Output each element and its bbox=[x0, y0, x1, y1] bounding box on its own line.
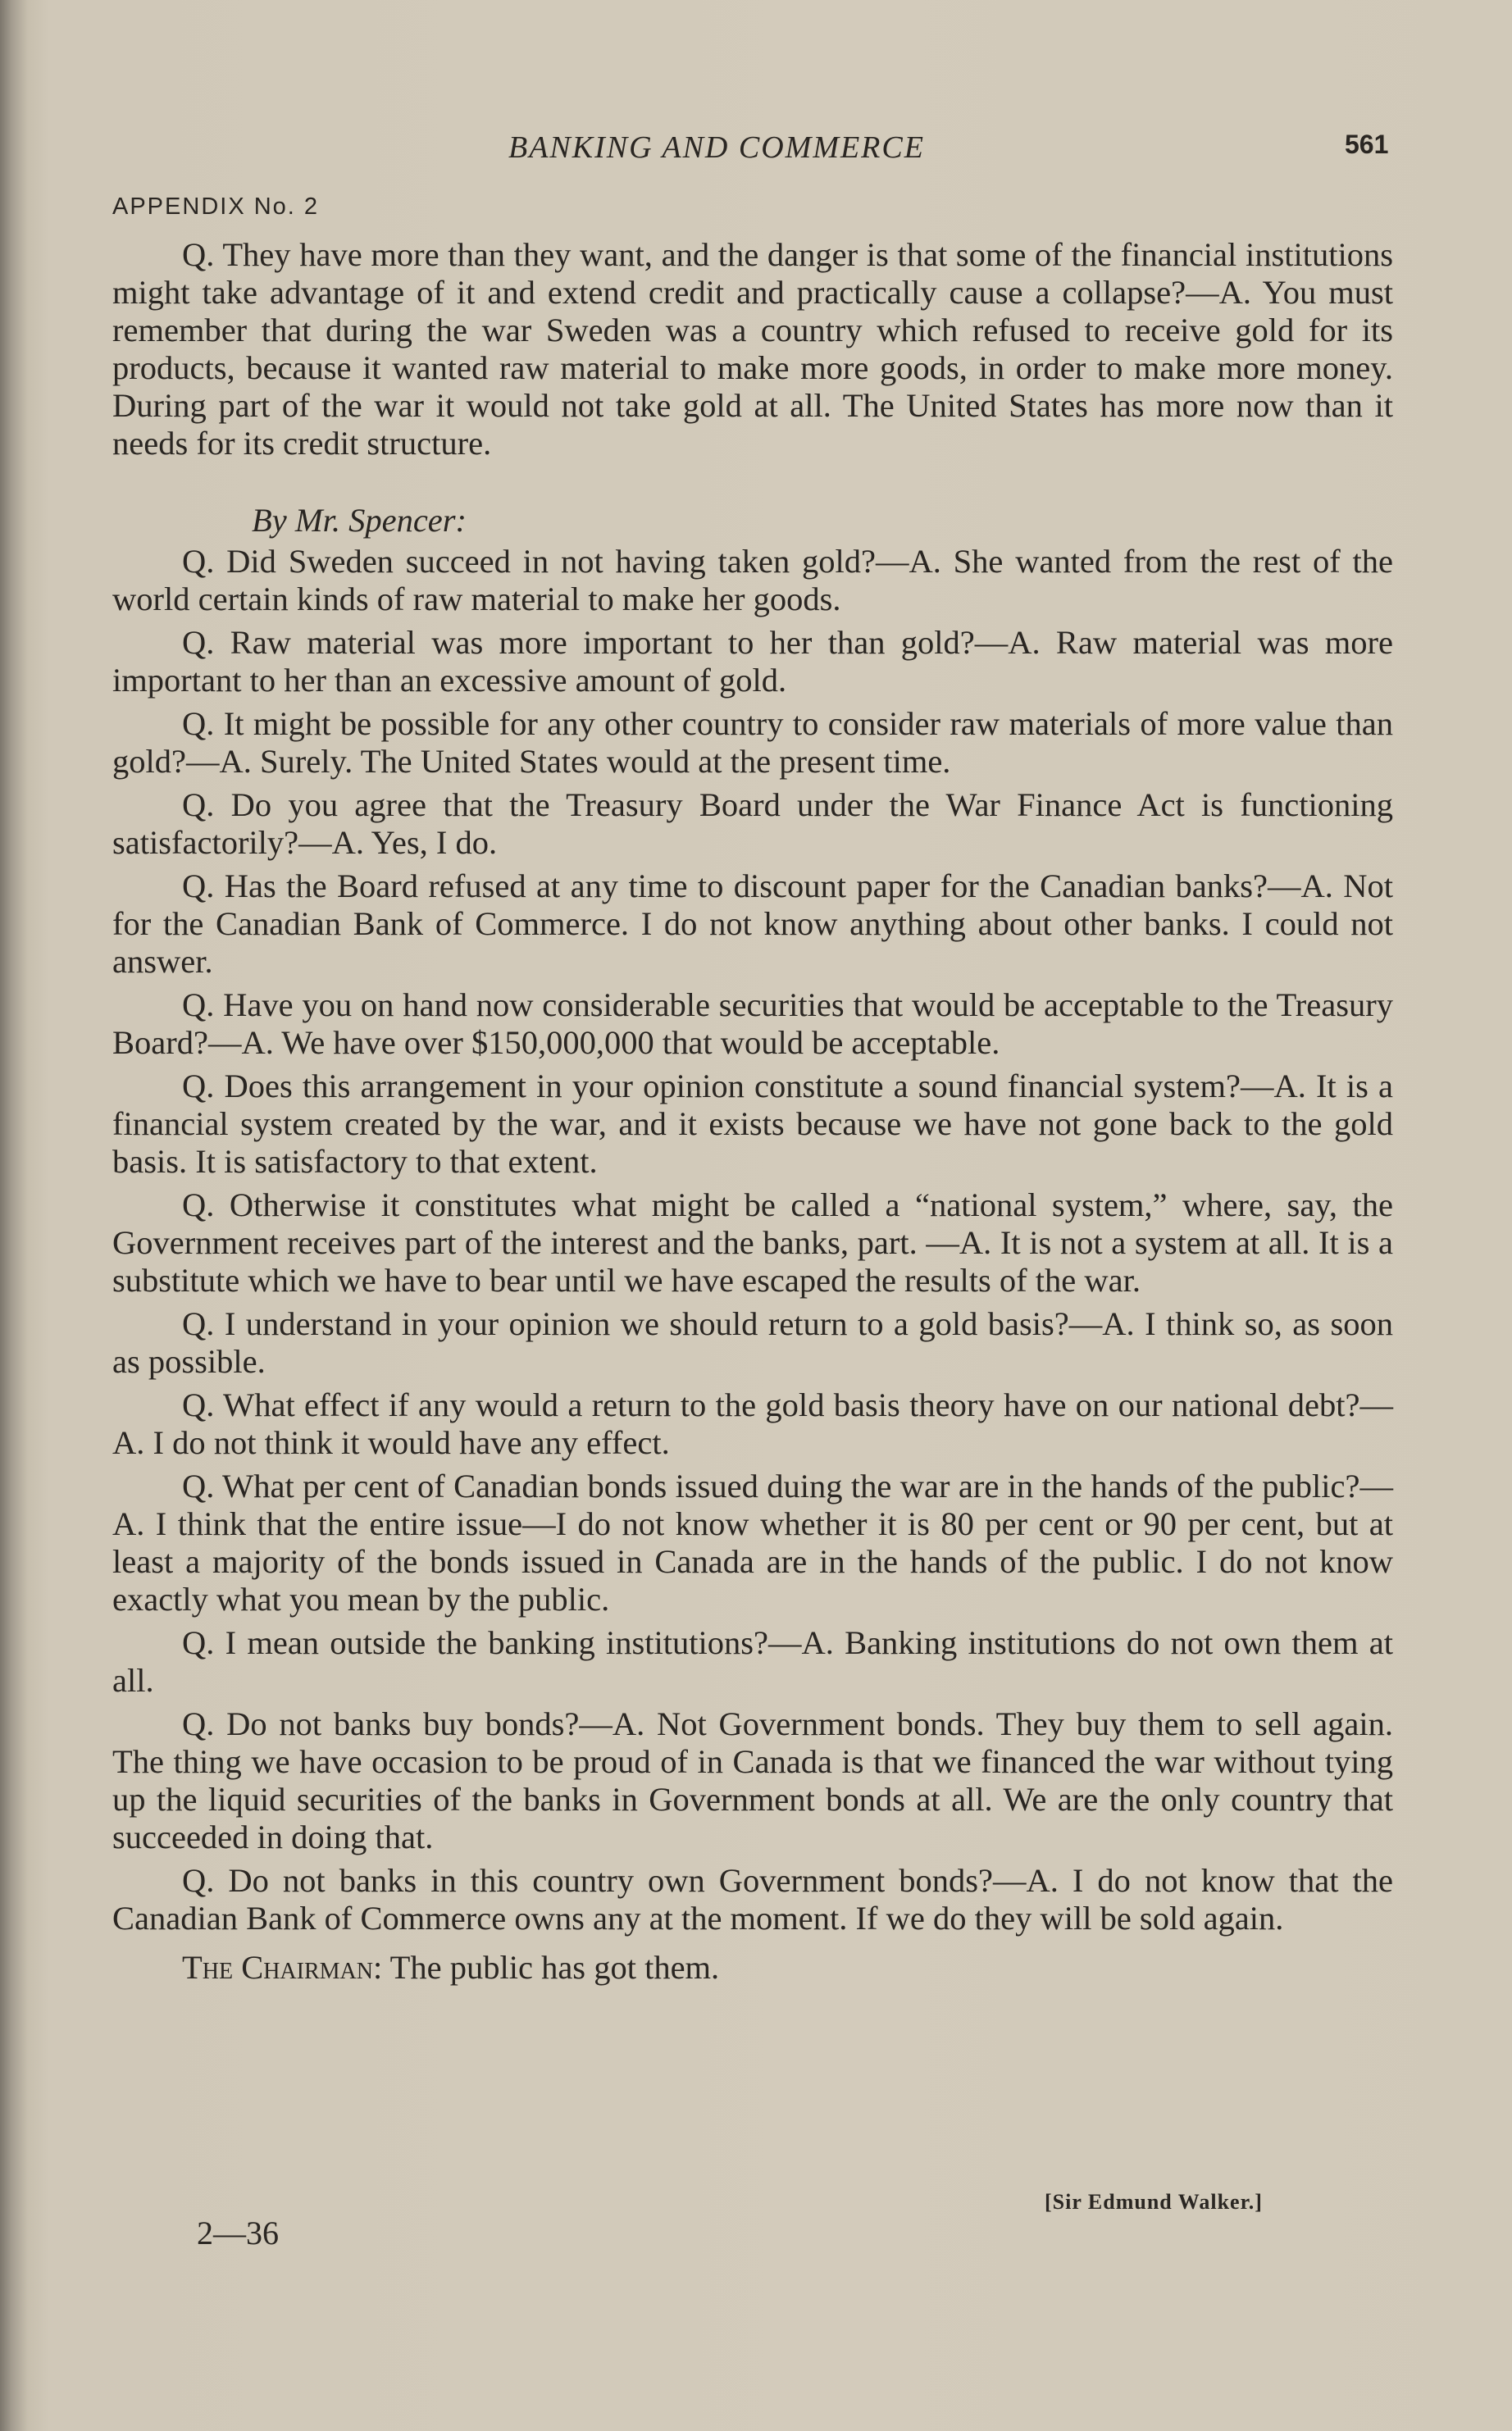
page-number: 561 bbox=[1345, 130, 1389, 159]
paragraph: Q. I mean outside the banking institutions?—A. Banking institutions do not own them at all. bbox=[112, 1624, 1393, 1699]
paragraph: Q. Has the Board refused at any time to discount paper for the Canadian banks?—A. Not for the Canadian Bank of Commerce. I do not know anything about other banks. I could not answer. bbox=[112, 867, 1393, 980]
printer-signature-mark: 2—36 bbox=[197, 2215, 279, 2251]
chairman-speaker: The Chairman: bbox=[182, 1949, 383, 1986]
speaker-heading: By Mr. Spencer: bbox=[252, 502, 467, 539]
appendix-label: APPENDIX No. 2 bbox=[112, 193, 320, 220]
speaker-attribution: [Sir Edmund Walker.] bbox=[1045, 2190, 1263, 2214]
chairman-paragraph bbox=[112, 1949, 1393, 1987]
paragraph: Q. I understand in your opinion we should return to a gold basis?—A. I think so, as soon as possible. bbox=[112, 1305, 1393, 1380]
paragraph: Q. Do not banks buy bonds?—A. Not Government bonds. They buy them to sell again. The thing we have occasion to be proud of in Canada is that we financed the war without tying up the liquid securities of the banks in Government bonds at all. We are the only country that succeeded in doing that. bbox=[112, 1705, 1393, 1855]
body-text bbox=[112, 236, 1393, 1992]
paragraph: Q. They have more than they want, and the danger is that some of the financial institutions might take advantage of it and extend credit and practically cause a collapse?—A. You must remember that during the war Sweden was a country which refused to receive gold for its products, because it wanted raw material to make more goods, in order to make more money. During part of the war it would not take gold at all. The United States has more now than it needs for its credit structure. bbox=[112, 236, 1393, 462]
paragraph: Q. It might be possible for any other country to consider raw materials of more value than gold?—A. Surely. The United States would at the present time. bbox=[112, 705, 1393, 780]
chairman-text: The public has got them. bbox=[389, 1949, 720, 1986]
paragraph: Q. What per cent of Canadian bonds issued duing the war are in the hands of the public?—A. I think that the entire issue—I do not know whether it is 80 per cent or 90 per cent, but at least a majority of the bonds issued in Canada are in the hands of the public. I do not know exactly what you mean by the public. bbox=[112, 1468, 1393, 1618]
running-head: BANKING AND COMMERCE bbox=[508, 130, 925, 165]
paragraph: Q. Have you on hand now considerable securities that would be acceptable to the Treasury Board?—A. We have over $150,000,000 that would be acceptable. bbox=[112, 986, 1393, 1061]
paragraph: Q. Otherwise it constitutes what might be called a “national system,” where, say, the Government receives part of the interest and the banks, part. —A. It is not a system at all. It is a substitute which we have to bear until we have escaped the results of the war. bbox=[112, 1186, 1393, 1299]
paragraph: Q. Did Sweden succeed in not having taken gold?—A. She wanted from the rest of the world certain kinds of raw material to make her goods. bbox=[112, 543, 1393, 617]
paragraph: Q. Raw material was more important to her than gold?—A. Raw material was more important to her than an excessive amount of gold. bbox=[112, 624, 1393, 699]
paragraph: Q. What effect if any would a return to the gold basis theory have on our national debt?—A. I do not think it would have any effect. bbox=[112, 1386, 1393, 1461]
paragraph: Q. Does this arrangement in your opinion constitute a sound financial system?—A. It is a financial system created by the war, and it exists because we have not gone back to the gold basis. It is satisfactory to that extent. bbox=[112, 1068, 1393, 1180]
paragraph: Q. Do you agree that the Treasury Board under the War Finance Act is functioning satisfactorily?—A. Yes, I do. bbox=[112, 786, 1393, 861]
paragraph: Q. Do not banks in this country own Government bonds?—A. I do not know that the Canadian Bank of Commerce owns any at the moment. If we do they will be sold again. bbox=[112, 1862, 1393, 1937]
